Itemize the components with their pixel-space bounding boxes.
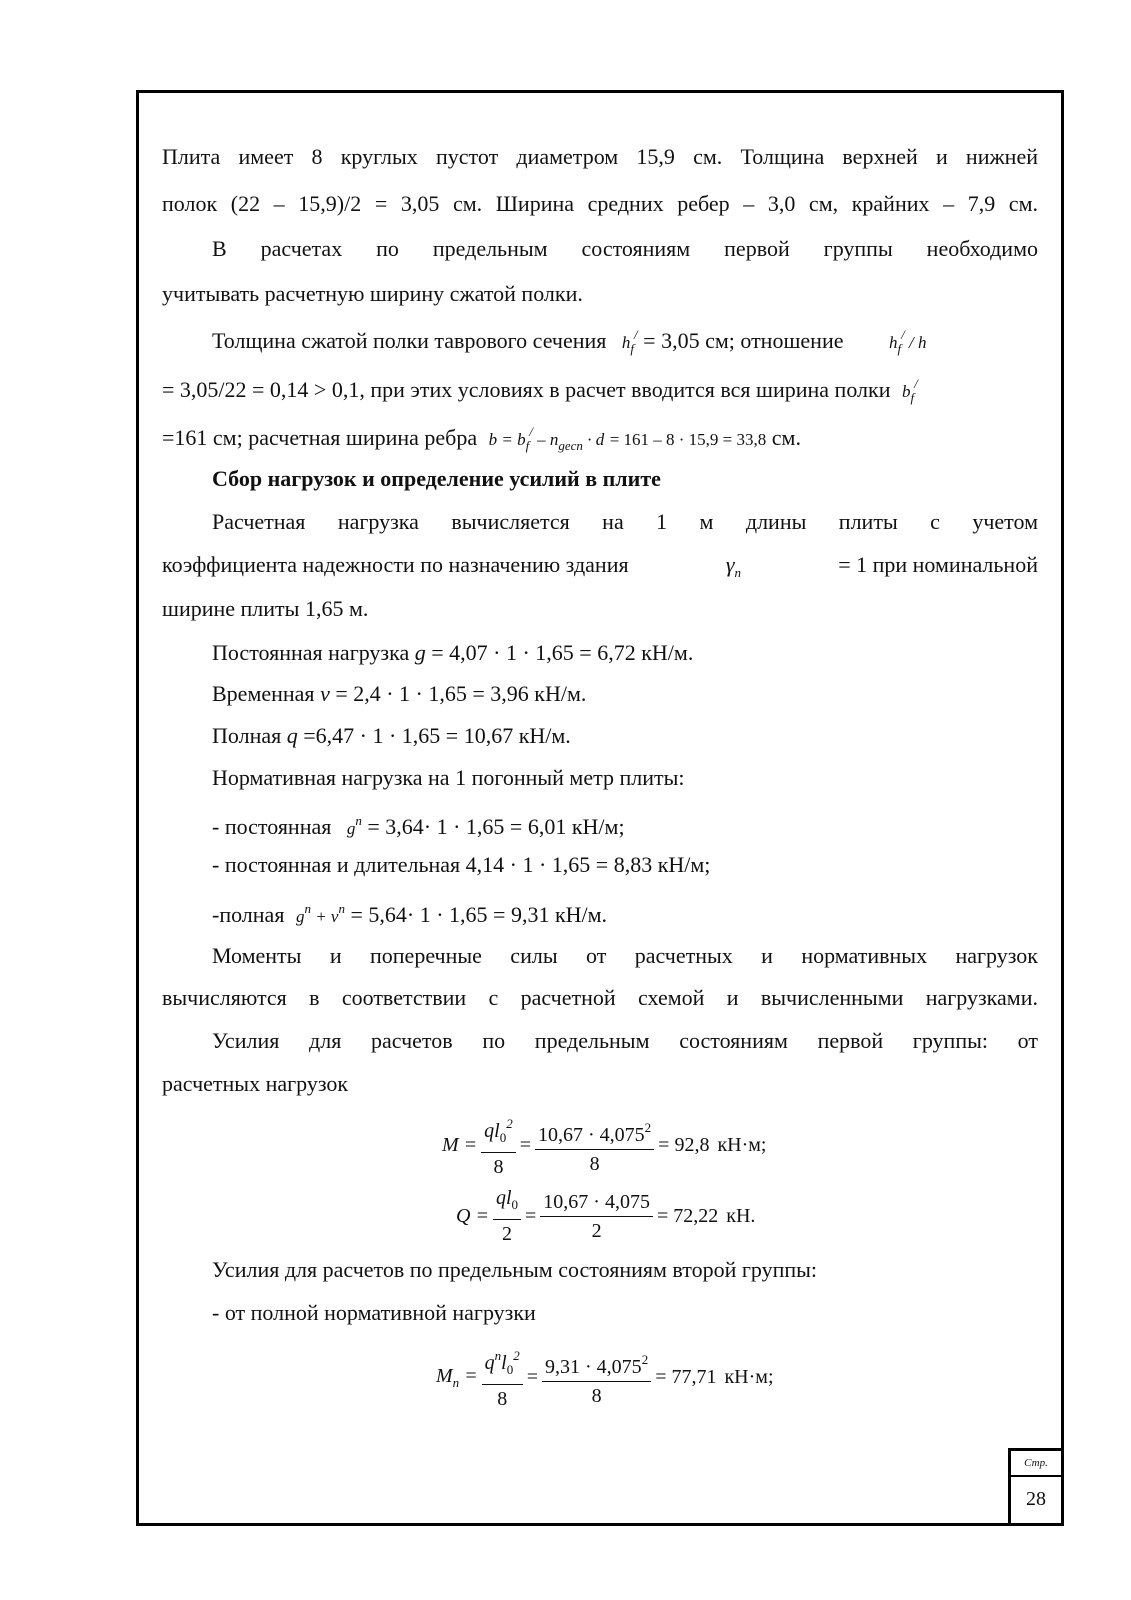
text: = 3,05 см; отношение: [643, 328, 844, 353]
formula-lhs: $M_n$ =: [436, 1364, 478, 1390]
normative-full: [212, 895, 1038, 931]
v-symbol: v: [320, 681, 330, 706]
paragraph-2-line-2: учитывать расчетную ширину сжатой полки.: [162, 281, 583, 306]
numerator: $ql_0$: [493, 1186, 521, 1220]
normative-permanent-long: - постоянная и длительная 4,14 · 1 · 1,65 = 8,83 кН/м;: [212, 852, 711, 877]
text: = 3,64· 1 · 1,65 = 6,01 кН/м;: [367, 814, 625, 839]
numerator: $10,67 \cdot 4,075^2$: [535, 1116, 654, 1150]
text: ql: [484, 1120, 500, 1142]
fraction: [493, 1186, 521, 1246]
numerator: $ql_0^2$: [481, 1112, 516, 1153]
text: 10,67 · 4,075: [538, 1123, 645, 1146]
formula-unit: кН.: [726, 1204, 756, 1227]
normative-permanent: [212, 807, 1038, 843]
formula-normative-moment: $M_n$ = $\frac{q^nl_0^2}{8}$ = $\frac{9,31 \cdot 4,075^2}{8}$ = 77,71 кН·м;: [436, 1344, 774, 1411]
paragraph-1-line-2: полок (22 – 15,9)/2 = 3,05 см. Ширина средних ребер – 3,0 см, крайних – 7,9 см.: [162, 191, 1038, 216]
formula-result: = 72,22: [656, 1204, 719, 1227]
formula-unit: кН·м;: [717, 1134, 767, 1156]
text: =161 см; расчетная ширина ребра: [162, 425, 478, 450]
paragraph-2-line-1: В расчетах по предельным состояниям первой группы необходимо: [212, 236, 1038, 261]
paragraph-5-line-2: вычисляются в соответствии с расчетной схемой и вычисленными нагрузками.: [162, 985, 1038, 1010]
text: Толщина сжатой полки таврового сечения: [212, 328, 607, 353]
denominator: 2: [591, 1219, 602, 1242]
text: = 3,05/22 = 0,14 > 0,1, при этих условиях в расчет вводится вся ширина полки: [162, 377, 891, 402]
text: = 2,4 · 1 · 1,65 = 3,96 кН/м.: [335, 681, 587, 706]
paragraph-4-line-1: Расчетная нагрузка вычисляется на 1 м длины плиты с учетом: [212, 509, 1038, 534]
g-symbol: g: [414, 640, 426, 665]
paragraph-3-line-2: [162, 370, 1038, 412]
gn-symbol: $g^n$: [346, 813, 362, 838]
denominator: 8: [589, 1152, 600, 1175]
text: коэффициента надежности по назначению здания: [162, 552, 629, 577]
paragraph-3-line-1: [212, 321, 1038, 363]
normative-title: Нормативная нагрузка на 1 погонный метр плиты:: [212, 765, 685, 790]
formula-lhs: Q =: [456, 1204, 489, 1227]
fraction: [482, 1344, 523, 1411]
bf-symbol: $b_f^/$: [901, 376, 918, 405]
paragraph-5-line-1: Моменты и поперечные силы от расчетных и нормативных нагрузок: [212, 943, 1038, 968]
gamma-n-symbol: $\gamma_n$: [725, 552, 741, 580]
page-label: Стр.: [1011, 1451, 1061, 1477]
formula-result: = 92,8: [658, 1134, 710, 1156]
formula-moment: M = $\frac{ql_0^2}{8}$ = $\frac{10,67 \cdot 4,075^2}{8}$ = 92,8 кН·м;: [442, 1112, 767, 1179]
text: - постоянная: [212, 814, 332, 839]
denominator: 2: [501, 1223, 512, 1245]
section-heading: Сбор нагрузок и определение усилий в плите: [212, 466, 661, 491]
numerator: 10,67 · 4,075: [540, 1190, 653, 1217]
load-permanent: [212, 639, 1038, 667]
numerator: $9,31 \cdot 4,075^2$: [542, 1348, 651, 1382]
denominator: 8: [493, 1156, 504, 1178]
text: Временная: [212, 681, 315, 706]
text: =6,47 · 1 · 1,65 = 10,67 кН/м.: [303, 723, 571, 748]
text: q: [484, 1352, 495, 1374]
paragraph-3-line-3: [162, 418, 1038, 460]
paragraph-7-line-2: - от полной нормативной нагрузки: [212, 1300, 536, 1325]
formula-unit: кН·м;: [724, 1366, 774, 1388]
page-number: 28: [1026, 1488, 1046, 1510]
paragraph-4-line-2: [162, 551, 1038, 587]
text: = 4,07 · 1 · 1,65 = 6,72 кН/м.: [431, 640, 694, 665]
formula-shear: Q = $\frac{ql_0}{2}$ = $\frac{10,67 \cdot 4,075}{2}$ = 72,22 кН.: [456, 1187, 756, 1245]
fraction: [481, 1112, 516, 1179]
denominator: 8: [591, 1384, 602, 1407]
formula-lhs: M =: [442, 1134, 478, 1156]
load-full: [212, 722, 1038, 750]
gn-plus-vn-symbol: $g^n + v^n$: [295, 901, 345, 926]
fraction: [542, 1348, 651, 1408]
load-temporary: [212, 680, 1038, 708]
page-number-stamp: [1008, 1448, 1061, 1523]
text: = 5,64· 1 · 1,65 = 9,31 кН/м.: [350, 902, 608, 927]
paragraph-4-line-3: ширине плиты 1,65 м.: [162, 596, 369, 621]
text: Полная: [212, 723, 282, 748]
text: = 1 при номинальной: [838, 552, 1038, 577]
paragraph-6-line-1: Усилия для расчетов по предельным состояниям первой группы: от: [212, 1028, 1038, 1053]
paragraph-6-line-2: расчетных нагрузок: [162, 1071, 349, 1096]
text: -полная: [212, 902, 285, 927]
paragraph-1-line-1: Плита имеет 8 круглых пустот диаметром 15,9 см. Толщина верхней и нижней: [162, 144, 1038, 169]
denominator: 8: [497, 1388, 508, 1410]
text: ql: [495, 1187, 512, 1209]
text: Постоянная нагрузка: [212, 640, 410, 665]
text: 9,31 · 4,075: [545, 1355, 642, 1378]
text: M: [436, 1364, 453, 1387]
text: см.: [771, 425, 801, 450]
hf-ratio-symbol: $h_f^/$ / h: [888, 327, 927, 356]
paragraph-7-line-1: Усилия для расчетов по предельным состояниям второй группы:: [212, 1257, 818, 1282]
formula-result: = 77,71: [655, 1366, 717, 1388]
numerator: $q^nl_0^2$: [482, 1344, 523, 1385]
fraction: [535, 1116, 654, 1176]
rib-width-value: = 161 – 8 · 15,9 = 33,8: [609, 430, 767, 449]
hf-symbol: $h_f^/$: [621, 327, 638, 356]
q-symbol: q: [286, 723, 298, 748]
fraction: [540, 1190, 653, 1243]
rib-width-formula: $b = b_f^/ - n_{gecn} \cdot d$: [488, 424, 605, 453]
